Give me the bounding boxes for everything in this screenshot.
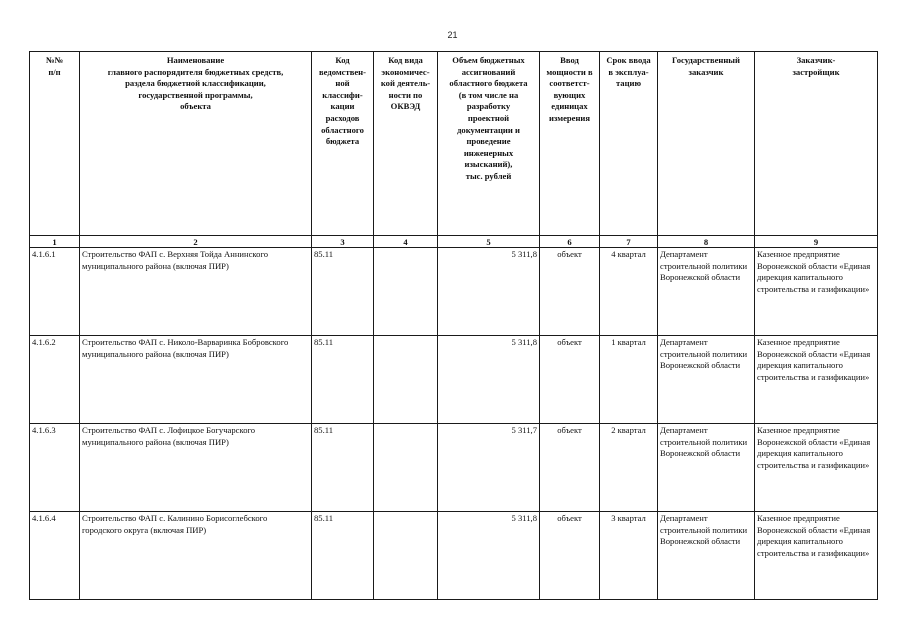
commissioning-term: 1 квартал bbox=[600, 336, 658, 424]
developer: Казенное предприятие Воронежской области «Единая дирекция капитального строительства и газификации» bbox=[755, 424, 878, 512]
column-number: 2 bbox=[80, 236, 312, 248]
department-code: 85.11 bbox=[312, 248, 374, 336]
column-number: 8 bbox=[658, 236, 755, 248]
column-number: 7 bbox=[600, 236, 658, 248]
column-number: 9 bbox=[755, 236, 878, 248]
commissioning-term: 4 квартал bbox=[600, 248, 658, 336]
capacity-unit: объект bbox=[540, 248, 600, 336]
column-numbers-row bbox=[30, 236, 878, 248]
developer: Казенное предприятие Воронежской области «Единая дирекция капитального строительства и газификации» bbox=[755, 512, 878, 600]
header-okved-code: Код вида экономичес- кой деятель- ности по ОКВЭД bbox=[374, 52, 438, 236]
column-number: 4 bbox=[374, 236, 438, 248]
object-name: Строительство ФАП с. Лофицкое Богучарского муниципального района (включая ПИР) bbox=[80, 424, 312, 512]
commissioning-term: 3 квартал bbox=[600, 512, 658, 600]
table-row bbox=[30, 248, 878, 336]
state-customer: Департамент строительной политики Воронежской области bbox=[658, 336, 755, 424]
state-customer: Департамент строительной политики Воронежской области bbox=[658, 424, 755, 512]
header-name: Наименование главного распорядителя бюджетных средств, раздела бюджетной классификации, государственной программы, объекта bbox=[80, 52, 312, 236]
object-name: Строительство ФАП с. Николо-Варваринка Бобровского муниципального района (включая ПИР) bbox=[80, 336, 312, 424]
capacity-unit: объект bbox=[540, 336, 600, 424]
table-row bbox=[30, 336, 878, 424]
department-code: 85.11 bbox=[312, 424, 374, 512]
row-number: 4.1.6.3 bbox=[30, 424, 80, 512]
developer: Казенное предприятие Воронежской области «Единая дирекция капитального строительства и газификации» bbox=[755, 248, 878, 336]
column-number: 1 bbox=[30, 236, 80, 248]
table-row bbox=[30, 424, 878, 512]
table-row bbox=[30, 512, 878, 600]
header-developer: Заказчик- застройщик bbox=[755, 52, 878, 236]
column-number: 5 bbox=[438, 236, 540, 248]
header-commissioning-term: Срок ввода в эксплуа- тацию bbox=[600, 52, 658, 236]
column-number: 3 bbox=[312, 236, 374, 248]
header-capacity: Ввод мощности в соответст- вующих единицах измерения bbox=[540, 52, 600, 236]
state-customer: Департамент строительной политики Воронежской области bbox=[658, 248, 755, 336]
header-row bbox=[30, 52, 878, 236]
state-customer: Департамент строительной политики Воронежской области bbox=[658, 512, 755, 600]
budget-volume: 5 311,8 bbox=[438, 248, 540, 336]
header-department-code: Код ведомствен- ной классифи- кации расходов областного бюджета bbox=[312, 52, 374, 236]
column-number: 6 bbox=[540, 236, 600, 248]
capacity-unit: объект bbox=[540, 424, 600, 512]
budget-volume: 5 311,8 bbox=[438, 512, 540, 600]
okved-code bbox=[374, 336, 438, 424]
object-name: Строительство ФАП с. Верхняя Тойда Аннинского муниципального района (включая ПИР) bbox=[80, 248, 312, 336]
okved-code bbox=[374, 424, 438, 512]
budget-objects-table bbox=[29, 51, 878, 600]
budget-volume: 5 311,8 bbox=[438, 336, 540, 424]
header-state-customer: Государственный заказчик bbox=[658, 52, 755, 236]
okved-code bbox=[374, 512, 438, 600]
page-number: 21 bbox=[447, 30, 458, 40]
department-code: 85.11 bbox=[312, 512, 374, 600]
row-number: 4.1.6.4 bbox=[30, 512, 80, 600]
object-name: Строительство ФАП с. Калинино Борисоглебского городского округа (включая ПИР) bbox=[80, 512, 312, 600]
row-number: 4.1.6.2 bbox=[30, 336, 80, 424]
header-number: №№ п/п bbox=[30, 52, 80, 236]
developer: Казенное предприятие Воронежской области «Единая дирекция капитального строительства и газификации» bbox=[755, 336, 878, 424]
budget-volume: 5 311,7 bbox=[438, 424, 540, 512]
header-budget-volume: Объем бюджетных ассигнований областного бюджета (в том числе на разработку проектной документации и проведение инженерных изысканий), тыс. рублей bbox=[438, 52, 540, 236]
okved-code bbox=[374, 248, 438, 336]
capacity-unit: объект bbox=[540, 512, 600, 600]
row-number: 4.1.6.1 bbox=[30, 248, 80, 336]
department-code: 85.11 bbox=[312, 336, 374, 424]
commissioning-term: 2 квартал bbox=[600, 424, 658, 512]
